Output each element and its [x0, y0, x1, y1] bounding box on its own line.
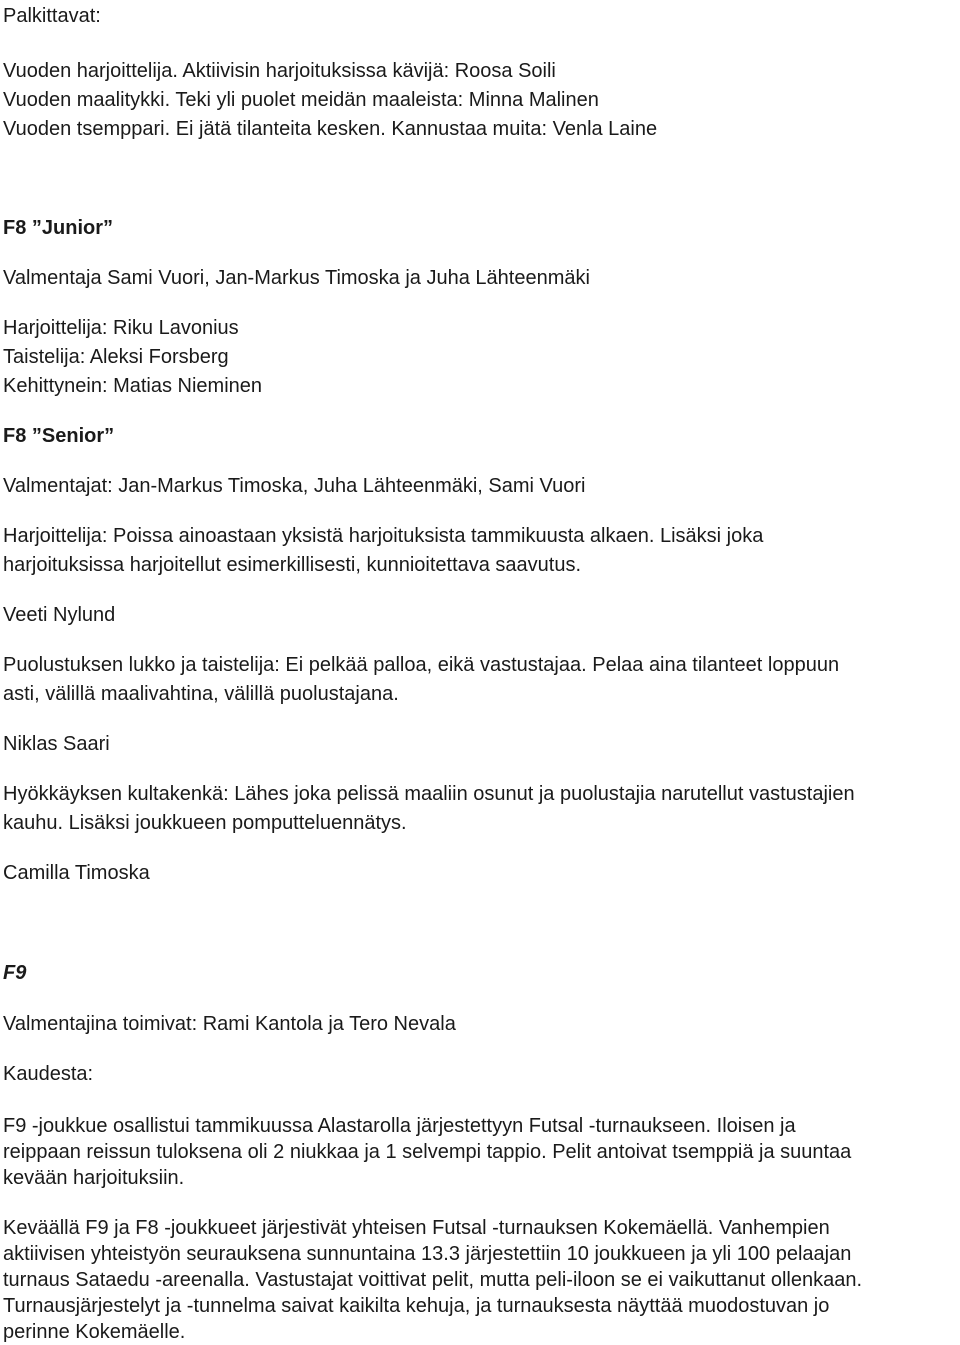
- f9-heading: F9: [3, 962, 27, 984]
- award-line-harjoittelija: Vuoden harjoittelija. Aktiivisin harjoituksissa kävijä: Roosa Soili: [3, 60, 556, 82]
- f8-junior-heading: F8 ”Junior”: [3, 217, 114, 239]
- award-line-maalitykki: Vuoden maalitykki. Teki yli puolet meidän maaleista: Minna Malinen: [3, 89, 599, 111]
- f9-paragraph2-line-1: Keväällä F9 ja F8 -joukkueet järjestivät yhteisen Futsal -turnauksen Kokemäellä. Vanhempien: [3, 1217, 830, 1239]
- f8-senior-hyokkays-line-1: Hyökkäyksen kultakenkä: Lähes joka pelissä maaliin osunut ja puolustajia narutellut vastustajien: [3, 783, 855, 805]
- f9-paragraph2-line-3: turnaus Sataedu -areenalla. Vastustajat voittivat pelit, mutta peli-iloon se ei vaikuttanut ollenkaan.: [3, 1269, 863, 1291]
- f9-paragraph2-line-5: perinne Kokemäelle.: [3, 1321, 186, 1343]
- f9-paragraph2-line-4: Turnausjärjestelyt ja -tunnelma saivat kaikilta kehuja, ja turnauksesta näyttää muodostuvan jo: [3, 1295, 830, 1317]
- award-line-tsemppari: Vuoden tsemppari. Ei jätä tilanteita kesken. Kannustaa muita: Venla Laine: [3, 118, 658, 140]
- f8-junior-award-kehittynein: Kehittynein: Matias Nieminen: [3, 375, 263, 397]
- f8-senior-puolustus-line-2: asti, välillä maalivahtina, välillä puolustajana.: [3, 683, 399, 705]
- f8-junior-award-taistelija: Taistelija: Aleksi Forsberg: [3, 346, 229, 368]
- f8-senior-puolustus-name: Niklas Saari: [3, 733, 110, 755]
- f8-junior-award-harjoittelija: Harjoittelija: Riku Lavonius: [3, 317, 239, 339]
- f8-senior-puolustus-line-1: Puolustuksen lukko ja taistelija: Ei pelkää palloa, eikä vastustajaa. Pelaa aina tilanteet loppuun: [3, 654, 840, 676]
- f9-coaches: Valmentajina toimivat: Rami Kantola ja Tero Nevala: [3, 1013, 456, 1035]
- f9-paragraph2-line-2: aktiivisen yhteistyön seurauksena sunnuntaina 13.3 järjestettiin 10 joukkueen ja yli 100 pelaajan: [3, 1243, 852, 1265]
- f8-senior-heading: F8 ”Senior”: [3, 425, 115, 447]
- f8-junior-coaches: Valmentaja Sami Vuori, Jan-Markus Timoska ja Juha Lähteenmäki: [3, 267, 590, 289]
- f9-season-label: Kaudesta:: [3, 1063, 94, 1085]
- f9-paragraph1-line-2: reippaan reissun tuloksena oli 2 niukkaa ja 1 selvempi tappio. Pelit antoivat tsemppiä ja suuntaa: [3, 1141, 852, 1163]
- f9-paragraph1-line-3: kevään harjoituksiin.: [3, 1167, 185, 1189]
- f8-senior-harjoittelija-line-2: harjoituksissa harjoitellut esimerkillisesti, kunnioitettava saavutus.: [3, 554, 582, 576]
- f8-senior-harjoittelija-line-1: Harjoittelija: Poissa ainoastaan yksistä harjoituksista tammikuusta alkaen. Lisäksi joka: [3, 525, 764, 547]
- awards-title: Palkittavat:: [3, 5, 101, 27]
- f8-senior-coaches: Valmentajat: Jan-Markus Timoska, Juha Lähteenmäki, Sami Vuori: [3, 475, 586, 497]
- f9-paragraph1-line-1: F9 -joukkue osallistui tammikuussa Alastarolla järjestettyyn Futsal -turnaukseen. Iloisen ja: [3, 1115, 796, 1137]
- f8-senior-harjoittelija-name: Veeti Nylund: [3, 604, 116, 626]
- f8-senior-hyokkays-line-2: kauhu. Lisäksi joukkueen pomputteluennätys.: [3, 812, 407, 834]
- f8-senior-hyokkays-name: Camilla Timoska: [3, 862, 150, 884]
